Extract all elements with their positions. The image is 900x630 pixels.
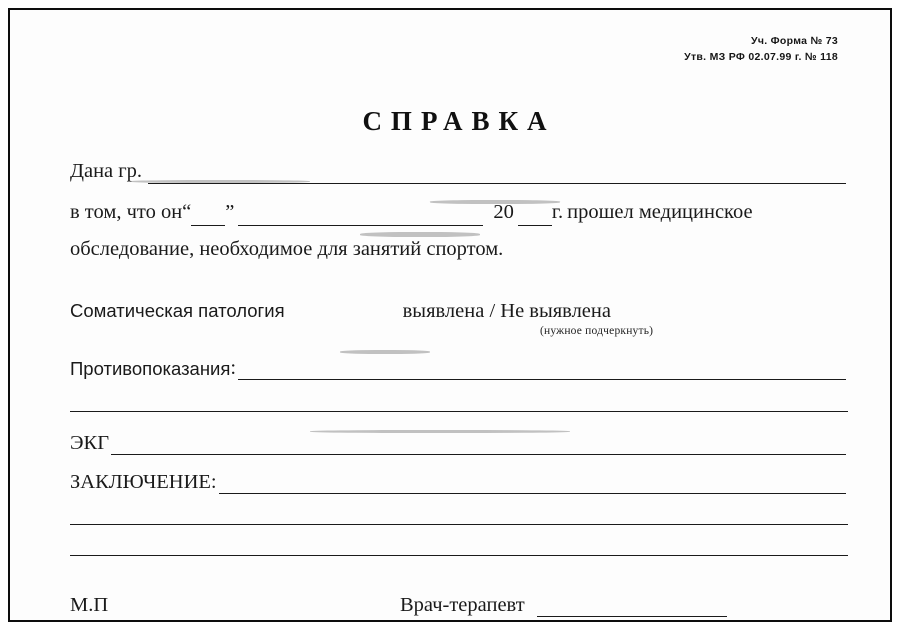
somatic-pathology-options[interactable]: выявлена / Не выявлена [402,300,611,323]
day-blank[interactable] [191,208,225,226]
somatic-pathology-label: Соматическая патология [70,300,285,322]
ecg-label: ЭКГ [70,432,110,455]
year-blank[interactable] [518,208,552,226]
conclusion-label: ЗАКЛЮЧЕНИЕ [70,471,211,494]
blank-rule-1[interactable] [70,411,848,412]
quote-open: “ [182,201,192,224]
page-title: СПРАВКА [362,105,556,136]
form-border [8,8,892,622]
contraindications-label: Противопоказания [70,358,231,380]
underline-instruction-note: (нужное подчеркнуть) [540,325,654,338]
doctor-label: Врач-терапевт [400,594,525,617]
form-content [10,10,890,620]
blank-rule-3[interactable] [70,555,848,556]
contraindications-row [70,357,848,380]
passed-text: прошел медицинское [567,201,753,224]
year-prefix: 20 [493,201,514,224]
that-he-label: в том, что он [70,201,183,224]
given-to-label: Дана гр. [70,159,143,182]
ecg-blank[interactable] [111,437,846,455]
conclusion-row [70,471,848,494]
statement-row [70,200,848,226]
form-footer [70,594,848,617]
form-number-line: Уч. Форма № 73 [750,35,838,47]
contraindications-colon: : [230,357,237,380]
somatic-pathology-row [70,300,848,323]
form-approval-line: Утв. МЗ РФ 02.07.99 г. № 118 [684,50,838,63]
year-suffix: г. [551,201,564,224]
blank-rule-2[interactable] [70,524,848,525]
examination-row: обследование, необходимое для занятий спортом. [70,237,504,260]
ecg-row [70,432,848,455]
conclusion-blank[interactable] [219,476,846,494]
stamp-place-label: М.П [70,594,109,617]
given-to-row [70,159,848,185]
month-blank[interactable] [238,208,483,226]
conclusion-colon: : [210,471,217,494]
quote-close: ” [225,201,235,224]
contraindications-blank[interactable] [238,362,846,380]
doctor-signature-blank[interactable] [537,600,727,617]
given-to-blank[interactable] [148,166,846,184]
form-header-stamp [70,34,838,66]
